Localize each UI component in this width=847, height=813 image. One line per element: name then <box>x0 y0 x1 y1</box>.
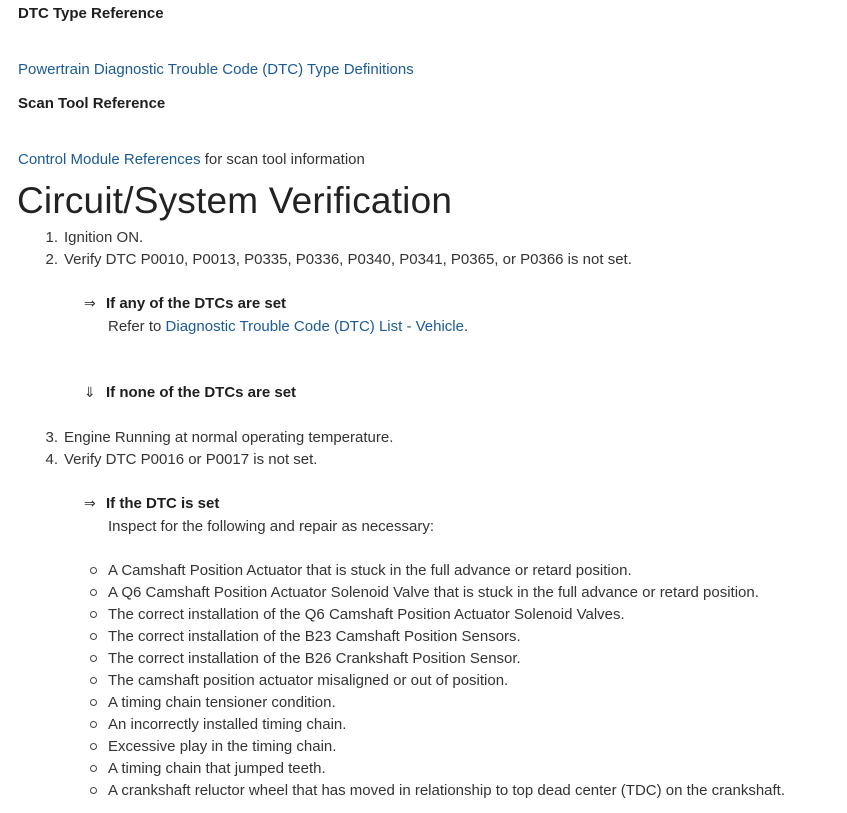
circle-bullet-icon <box>90 611 97 618</box>
branch-dtcs-not-set <box>84 384 296 401</box>
right-arrow-icon: ⇒ <box>84 295 96 311</box>
list-item <box>90 760 785 782</box>
step-text: Verify DTC P0010, P0013, P0335, P0336, P0340, P0341, P0365, or P0366 is not set. <box>64 251 632 268</box>
list-item <box>90 738 785 760</box>
list-item-text: A timing chain tensioner condition. <box>108 694 336 711</box>
branch-condition: If any of the DTCs are set <box>106 295 287 312</box>
scan-tool-reference-suffix: for scan tool information <box>200 151 365 168</box>
circle-bullet-icon <box>90 567 97 574</box>
step-number: 2. <box>45 251 58 268</box>
step-number: 1. <box>45 229 58 246</box>
step-text: Ignition ON. <box>64 229 144 246</box>
step-item <box>40 451 317 468</box>
scan-tool-reference-heading: Scan Tool Reference <box>18 95 166 112</box>
circle-bullet-icon <box>90 765 97 772</box>
page-title: Circuit/System Verification <box>17 180 453 221</box>
step-number: 3. <box>45 429 58 446</box>
circle-bullet-icon <box>90 655 97 662</box>
list-item-text: A Camshaft Position Actuator that is stuck in the full advance or retard position. <box>108 562 632 579</box>
branch-instruction: Inspect for the following and repair as necessary: <box>108 518 435 535</box>
dtc-type-reference-heading: DTC Type Reference <box>18 5 164 22</box>
branch-dtc-set <box>84 495 219 512</box>
list-item-text: A crankshaft reluctor wheel that has moved in relationship to top dead center (TDC) on the crankshaft. <box>108 782 786 799</box>
dtc-type-definitions-link[interactable]: Powertrain Diagnostic Trouble Code (DTC) Type Definitions <box>18 61 414 78</box>
circle-bullet-icon <box>90 721 97 728</box>
list-item-text: A timing chain that jumped teeth. <box>108 760 326 777</box>
list-item-text: A Q6 Camshaft Position Actuator Solenoid Valve that is stuck in the full advance or retard position. <box>108 584 759 601</box>
list-item-text: An incorrectly installed timing chain. <box>108 716 347 733</box>
list-item <box>90 716 785 738</box>
circle-bullet-icon <box>90 677 97 684</box>
circle-bullet-icon <box>90 589 97 596</box>
list-item <box>90 782 785 804</box>
step-item <box>40 251 632 268</box>
circle-bullet-icon <box>90 743 97 750</box>
list-item <box>90 562 785 584</box>
step-number: 4. <box>45 451 58 468</box>
step-text: Verify DTC P0016 or P0017 is not set. <box>64 451 318 468</box>
branch-dtcs-set <box>84 295 286 312</box>
branch-action-suffix: . <box>464 318 469 335</box>
inspection-list <box>90 562 785 804</box>
right-arrow-icon: ⇒ <box>84 495 96 511</box>
branch-dtcs-set-action <box>108 318 468 335</box>
down-arrow-icon: ⇓ <box>84 384 96 400</box>
list-item <box>90 650 785 672</box>
list-item-text: The camshaft position actuator misaligned or out of position. <box>108 672 509 689</box>
list-item <box>90 694 785 716</box>
branch-action-prefix: Refer to <box>108 318 166 335</box>
list-item-text: Excessive play in the timing chain. <box>108 738 337 755</box>
list-item <box>90 672 785 694</box>
dtc-list-vehicle-link[interactable]: Diagnostic Trouble Code (DTC) List - Vehicle <box>165 318 464 335</box>
list-item <box>90 606 785 628</box>
list-item-text: The correct installation of the Q6 Camshaft Position Actuator Solenoid Valves. <box>108 606 625 623</box>
list-item <box>90 584 785 606</box>
branch-condition: If none of the DTCs are set <box>106 384 297 401</box>
list-item <box>90 628 785 650</box>
circle-bullet-icon <box>90 633 97 640</box>
control-module-references-link[interactable]: Control Module References <box>18 151 201 168</box>
branch-condition: If the DTC is set <box>106 495 220 512</box>
list-item-text: The correct installation of the B23 Camshaft Position Sensors. <box>108 628 521 645</box>
step-item <box>40 429 393 446</box>
circle-bullet-icon <box>90 787 97 794</box>
circle-bullet-icon <box>90 699 97 706</box>
scan-tool-reference-line <box>18 151 365 168</box>
step-text: Engine Running at normal operating temperature. <box>64 429 394 446</box>
list-item-text: The correct installation of the B26 Crankshaft Position Sensor. <box>108 650 521 667</box>
step-item <box>40 229 143 246</box>
